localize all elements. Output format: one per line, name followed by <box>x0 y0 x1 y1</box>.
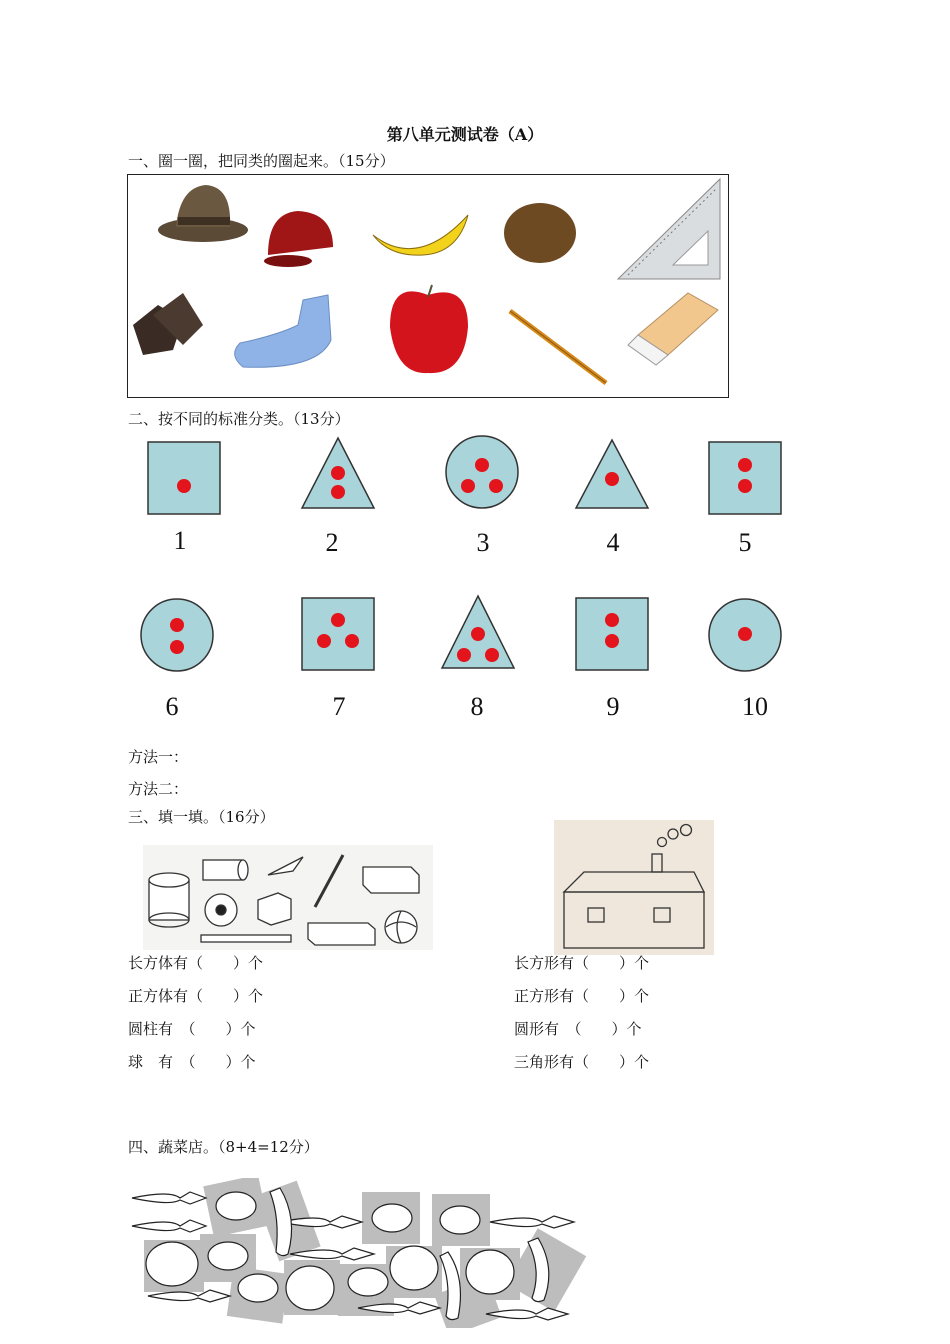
shape-number: 3 <box>476 528 490 557</box>
shape-number: 4 <box>606 528 620 557</box>
eraser-icon <box>628 293 718 365</box>
vegetables-picture <box>130 1178 600 1328</box>
shape-7-square <box>302 598 374 670</box>
solids-picture <box>143 845 433 950</box>
shape-number: 9 <box>606 692 620 721</box>
method-1-label: 方法一： <box>128 748 189 766</box>
sock-icon <box>235 295 331 367</box>
gloves-icon <box>133 293 203 355</box>
shape-number: 5 <box>738 528 752 557</box>
object-pictures <box>128 175 728 397</box>
fill-line: 圆柱有 （ ）个 <box>128 1020 256 1038</box>
pencil-icon <box>510 311 606 383</box>
section1-picture-box <box>127 174 729 398</box>
fill-line: 三角形有（ ）个 <box>514 1053 650 1071</box>
fill-line: 长方形有（ ）个 <box>514 954 650 972</box>
shape-number: 8 <box>470 692 484 721</box>
shape-1-square <box>148 442 220 514</box>
set-square-icon <box>618 179 720 279</box>
helmet-icon <box>264 211 333 267</box>
page-title: 第八单元测试卷（A） <box>386 125 544 144</box>
fill-line: 正方形有（ ）个 <box>514 987 650 1005</box>
method-2-label: 方法二： <box>128 780 189 798</box>
section2-heading: 二、按不同的标准分类。（13分） <box>128 410 350 428</box>
section1-heading: 一、圈一圈，把同类的圈起来。（15分） <box>128 152 395 170</box>
house-drawing <box>554 820 714 955</box>
section3-heading: 三、填一填。（16分） <box>128 808 275 826</box>
shape-number: 7 <box>332 692 346 721</box>
kiwi-icon <box>504 203 576 263</box>
shape-6-circle <box>141 599 213 671</box>
banana-icon <box>373 215 468 255</box>
fill-line: 球 有 （ ）个 <box>128 1053 256 1071</box>
fill-line: 正方体有（ ）个 <box>128 987 264 1005</box>
shape-5-square <box>709 442 781 514</box>
apple-icon <box>390 285 468 373</box>
hat-icon <box>158 185 248 242</box>
shape-number: 6 <box>165 692 179 721</box>
shape-number: 2 <box>325 528 339 557</box>
section4-heading: 四、蔬菜店。（8+4=12分） <box>128 1138 319 1156</box>
fill-line: 长方体有（ ）个 <box>128 954 264 972</box>
fill-line: 圆形有 （ ）个 <box>514 1020 642 1038</box>
shape-number: 1 <box>173 526 187 555</box>
shape-number: 10 <box>742 692 768 721</box>
